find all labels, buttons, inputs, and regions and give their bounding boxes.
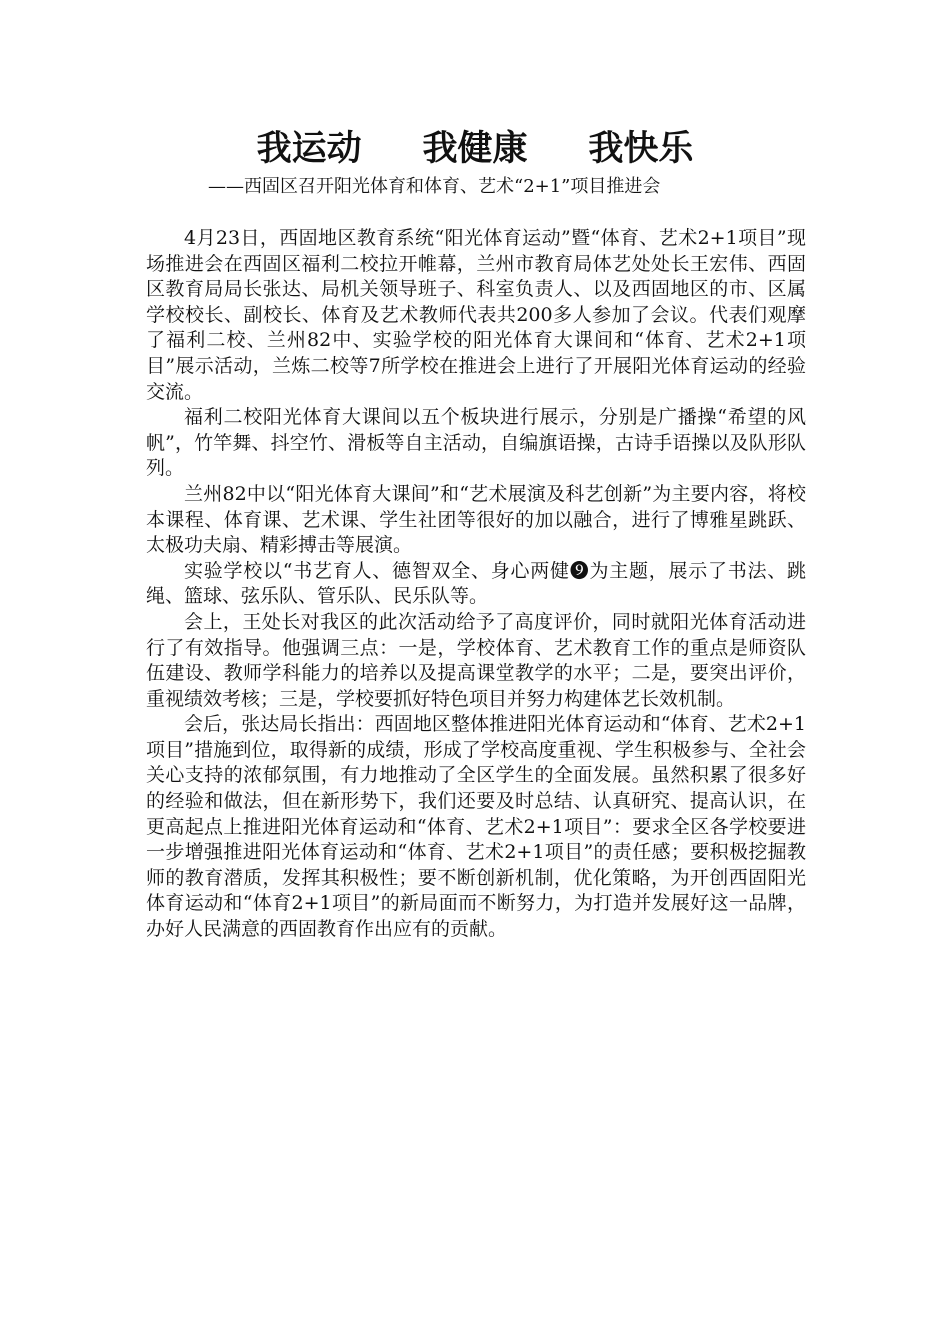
paragraph-fuli-school: 福利二校阳光体育大课间以五个板块进行展示，分别是广播操“希望的风帆”，竹竿舞、抖空竹、滑板等自主活动，自编旗语操，古诗手语操以及队形队列。 xyxy=(146,406,806,480)
paragraph-opening: 4月23日，西固地区教育系统“阳光体育运动”暨“体育、艺术2+1项目”现场推进会在西固区福利二校拉开帷幕，兰州市教育局体艺处处长王宏伟、西固区教育局局长张达、局机关领导班子、科室负责人、以及西固地区的市、区属学校校长、副校长、体育及艺术教师代表共200多人参加了会议。代表们观摩了福利二校、兰州82中、实验学校的阳光体育大课间和“体育、艺术2+1项目”展示活动，兰炼二校等7所学校在推进会上进行了开展阳光体育运动的经验交流。 xyxy=(146,227,806,403)
paragraph-closing-remarks: 会后，张达局长指出：西固地区整体推进阳光体育运动和“体育、艺术2+1项目”措施到位，取得新的成绩，形成了学校高度重视、学生积极参与、全社会关心支持的浓郁氛围，有力地推动了全区学生的全面发展。虽然积累了很多好的经验和做法，但在新形势下，我们还要及时总结、认真研究、提高认识，在更高起点上推进阳光体育运动和“体育、艺术2+1项目”：要求全区各学校要进一步增强推进阳光体育运动和“体育、艺术2+1项目”的责任感；要积极挖掘教师的教育潜质，发挥其积极性；要不断创新机制，优化策略，为开创西固阳光体育运动和“体育2+1项目”的新局面而不断努力，为打造并发展好这一品牌，办好人民满意的西固教育作出应有的贡献。 xyxy=(146,713,806,941)
page-subtitle: ——西固区召开阳光体育和体育、艺术“2+1”项目推进会 xyxy=(208,176,661,197)
paragraph-director-remarks: 会上，王处长对我区的此次活动给予了高度评价，同时就阳光体育活动进行了有效指导。他强调三点：一是，学校体育、艺术教育工作的重点是师资队伍建设、教师学科能力的培养以及提高课堂教学的水平；二是，要突出评价，重视绩效考核；三是，学校要抓好特色项目并努力构建体艺长效机制。 xyxy=(146,610,806,710)
page-title: 我运动 我健康 我快乐 xyxy=(256,129,694,169)
paragraph-experimental-school: 实验学校以“书艺育人、德智双全、身心两健❾为主题，展示了书法、跳绳、篮球、弦乐队、管乐队、民乐队等。 xyxy=(146,559,806,608)
article-body xyxy=(146,226,806,943)
paragraph-lanzhou-82: 兰州82中以“阳光体育大课间”和“艺术展演及科艺创新”为主要内容，将校本课程、体育课、艺术课、学生社团等很好的加以融合，进行了博雅星跳跃、太极功夫扇、精彩搏击等展演。 xyxy=(146,482,806,557)
